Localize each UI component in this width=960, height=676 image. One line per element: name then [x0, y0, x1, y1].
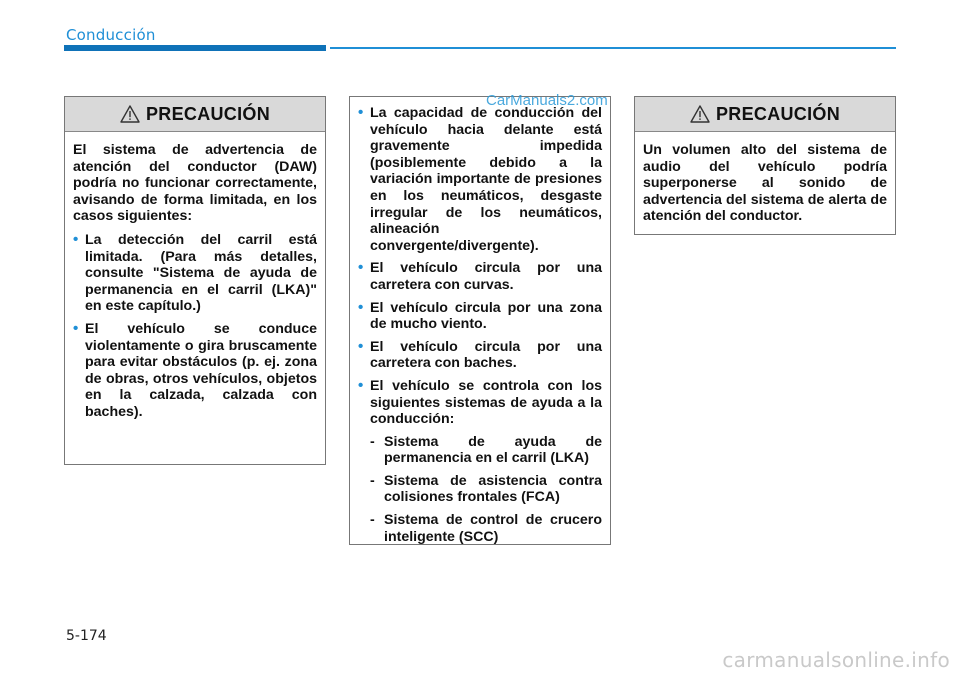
caution-header-left	[65, 97, 325, 132]
sub-list-item: - Sistema de ayuda de permanencia en el carril (LKA)	[370, 433, 602, 467]
warning-triangle-icon	[120, 105, 140, 123]
header-rule-thick	[64, 45, 326, 51]
watermark-text: CarManuals2.com	[486, 92, 608, 109]
caution-intro-left: El sistema de advertencia de atención del conductor (DAW) podría no funcionar correctamente, avisando de forma limitada, en los casos siguientes:	[73, 142, 317, 225]
caution-title-left: PRECAUCIÓN	[145, 103, 270, 124]
assist-system-list	[370, 434, 602, 546]
list-item: • El vehículo circula por una carretera con curvas.	[358, 259, 602, 293]
continuation-box-middle	[349, 96, 611, 545]
sub-list-item: - Sistema de control de crucero inteligente (SCC)	[370, 512, 602, 545]
caution-title-right: PRECAUCIÓN	[715, 103, 840, 124]
caution-box-left	[64, 96, 326, 465]
list-item: • La capacidad de conducción del vehículo hacia delante está gravemente impedida (posiblemente debido a la variación importante de presiones en los neumáticos, desgaste irregular de los neumáticos, alineación convergente/divergente).	[358, 104, 602, 254]
page-number: 5-174	[66, 628, 107, 644]
caution-text-right: Un volumen alto del sistema de audio del vehículo podría superponerse al sonido de advertencia del sistema de alerta de atención del conductor.	[643, 142, 887, 225]
section-title: Conducción	[66, 26, 156, 44]
warning-triangle-icon	[690, 105, 710, 123]
caution-box-right	[634, 96, 896, 235]
footer-site-mark: carmanualsonline.info	[722, 648, 950, 672]
caution-header-right	[635, 97, 895, 132]
list-item: • La detección del carril está limitada. (Para más detalles, consulte "Sistema de ayuda de permanencia en el carril (LKA)" en este capítulo.)	[73, 230, 317, 315]
list-item: • El vehículo circula por una zona de mucho viento.	[358, 298, 602, 333]
caution-body-left	[65, 132, 325, 437]
caution-body-right	[635, 132, 895, 242]
condition-list	[358, 105, 602, 545]
caution-list-left	[73, 232, 317, 421]
list-item: • El vehículo circula por una carretera con baches.	[358, 337, 602, 372]
continuation-body	[350, 97, 610, 561]
list-item: • El vehículo se controla con los siguientes sistemas de ayuda a la conducción: - Sistema de ayuda de permanencia en el carril (LKA) - Sistema de asistencia contra colisiones frontales (FCA) - Sistema de control de crucero inteligente (SCC)	[358, 376, 602, 545]
list-item: • El vehículo se conduce violentamente o gira bruscamente para evitar obstáculos (p. ej. zona de obras, otros vehículos, objetos en la calzada, calzada con baches).	[73, 319, 317, 420]
sub-list-item: - Sistema de asistencia contra colisiones frontales (FCA)	[370, 472, 602, 506]
header-rule-thin	[330, 47, 896, 49]
